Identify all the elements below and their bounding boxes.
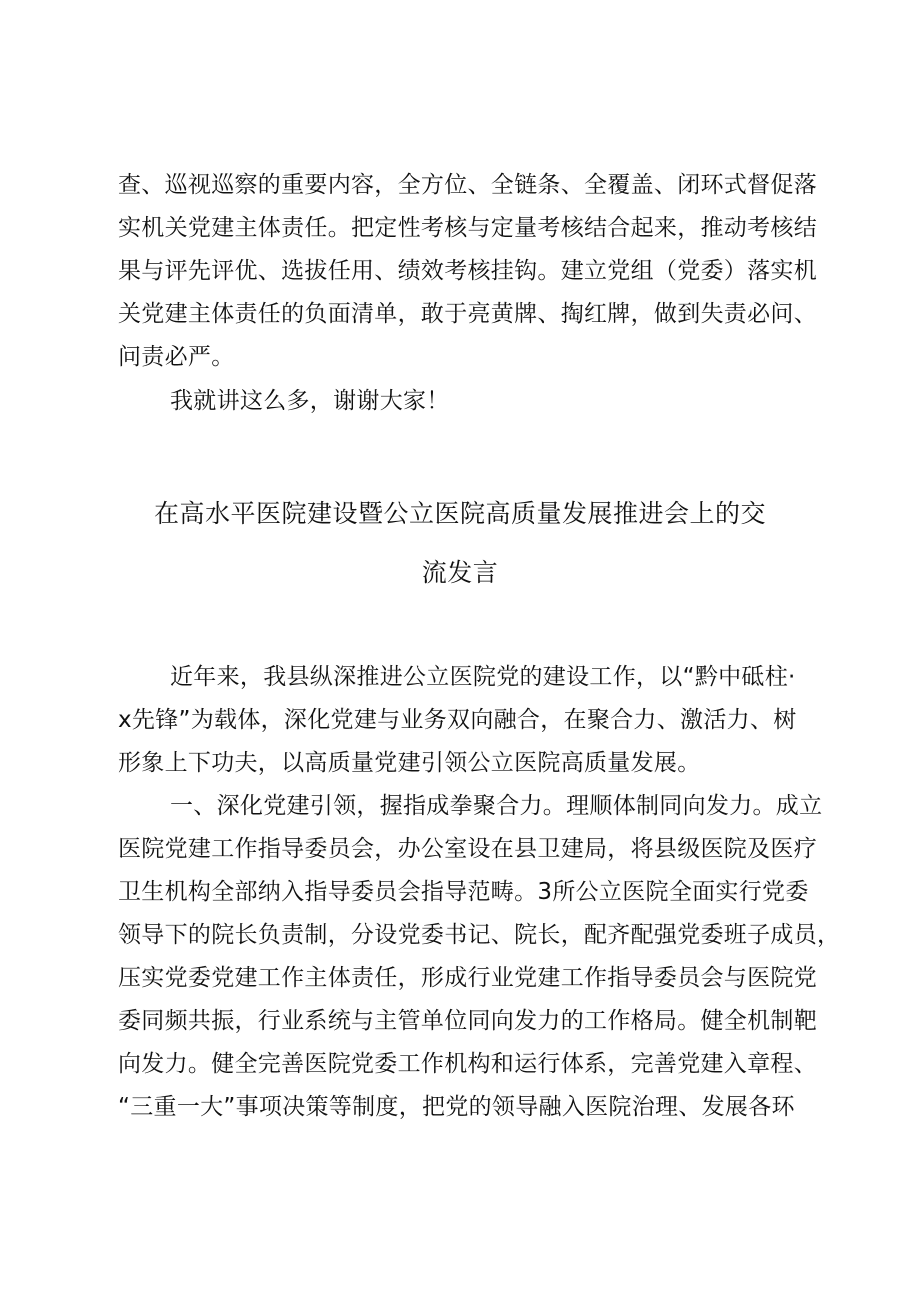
paragraph-line: “三重一大”事项决策等制度，把党的领导融入医院治理、发展各环	[118, 1094, 795, 1120]
paragraph-line: 卫生机构全部纳入指导委员会指导范畴。3所公立医院全面实行党委	[118, 879, 809, 905]
paragraph-line: 形象上下功夫，以高质量党建引领公立医院高质量发展。	[118, 750, 701, 776]
paragraph-line: 压实党委党建工作主体责任，形成行业党建工作指导委员会与医院党	[118, 965, 817, 991]
paragraph-line: 向发力。健全完善医院党委工作机构和运行体系，完善党建入章程、	[118, 1051, 817, 1077]
paragraph-line: 领导下的院长负责制，分设党委书记、院长，配齐配强党委班子成员，	[118, 922, 841, 948]
paragraph-line: 实机关党建主体责任。把定性考核与定量考核结合起来，推动考核结	[118, 215, 817, 241]
paragraph-line: 医院党建工作指导委员会，办公室设在县卫建局，将县级医院及医疗	[118, 836, 817, 862]
paragraph-line: 果与评先评优、选拔任用、绩效考核挂钩。建立党组（党委）落实机	[118, 258, 817, 284]
paragraph-line: 委同频共振，行业系统与主管单位同向发力的工作格局。健全机制靶	[118, 1008, 817, 1034]
paragraph-line: 问责必严。	[118, 344, 235, 370]
paragraph-line: 关党建主体责任的负面清单，敢于亮黄牌、掏红牌，做到失责必问、	[118, 301, 817, 327]
paragraph-line: 近年来，我县纵深推进公立医院党的建设工作，以“黔中砥柱·	[170, 664, 796, 690]
title-line-1: 在高水平医院建设暨公立医院高质量发展推进会上的交	[153, 499, 766, 528]
paragraph-line: 查、巡视巡察的重要内容，全方位、全链条、全覆盖、闭环式督促落	[118, 172, 817, 198]
paragraph-line: x先锋”为载体，深化党建与业务双向融合，在聚合力、激活力、树	[118, 707, 797, 733]
paragraph-line: 一、深化党建引领，握指成拳聚合力。理顺体制同向发力。成立	[170, 793, 823, 819]
title-line-2: 流发言	[421, 558, 499, 587]
closing-remark: 我就讲这么多，谢谢大家！	[170, 388, 450, 414]
